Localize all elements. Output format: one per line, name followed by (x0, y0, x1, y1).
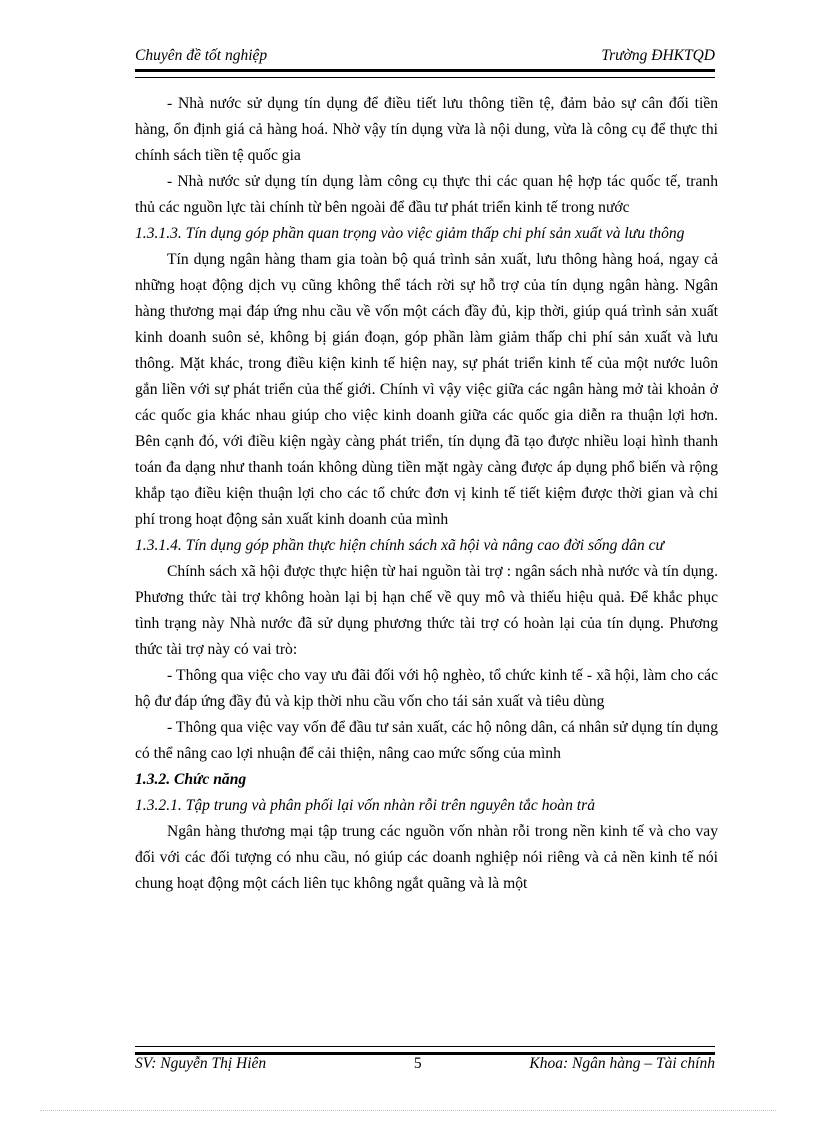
section-heading: 1.3.2.1. Tập trung và phân phối lại vốn nhàn rỗi trên nguyên tắc hoàn trả (135, 797, 595, 814)
page-body (135, 91, 718, 897)
header-document-title: Chuyên đề tốt nghiệp (135, 47, 268, 64)
paragraph: Chính sách xã hội được thực hiện từ hai nguồn tài trợ : ngân sách nhà nước và tín dụng. Phương thức tài trợ không hoàn lại bị hạn chế về quy mô và thiếu hiệu quả. Để khắc phục tình trạng này Nhà nước đã sử dụng phương thức tài trợ có hoàn lại của tín dụng. Phương thức tài trợ này có vai trò: (135, 563, 718, 658)
section-heading: 1.3.1.4. Tín dụng góp phần thực hiện chính sách xã hội và nâng cao đời sống dân cư (135, 537, 665, 554)
paragraph: - Nhà nước sử dụng tín dụng làm công cụ thực thi các quan hệ hợp tác quốc tế, tranh thủ các nguồn lực tài chính từ bên ngoài để đầu tư phát triển kinh tế trong nước (135, 173, 718, 216)
header-rule (135, 69, 715, 78)
page-footer (135, 1055, 715, 1073)
paragraph: Ngân hàng thương mại tập trung các nguồn vốn nhàn rỗi trong nền kinh tế và cho vay đối với các đối tượng có nhu cầu, nó giúp các doanh nghiệp nói riêng và cả nền kinh tế nói chung hoạt động một cách liên tục không ngắt quãng và là một (135, 823, 718, 892)
header-school-name: Trường ĐHKTQD (601, 47, 715, 64)
footer-rule (135, 1046, 715, 1055)
paragraph: Tín dụng ngân hàng tham gia toàn bộ quá trình sản xuất, lưu thông hàng hoá, ngay cả những hoạt động dịch vụ cũng không thể tách rời sự hỗ trợ của tín dụng ngân hàng. Ngân hàng thương mại đáp ứng nhu cầu về vốn một cách đầy đủ, kịp thời, giúp quá trình sản xuất kinh doanh suôn sẻ, không bị gián đoạn, góp phần làm giảm thấp chi phí sản xuất và lưu thông. Mặt khác, trong điều kiện kinh tế hiện nay, sự phát triển kinh tế của một nước luôn gắn liền với sự phát triển của thế giới. Chính vì vậy việc giữa các ngân hàng mở tài khoản ở các quốc gia khác nhau giúp cho việc kinh doanh giữa các quốc gia diễn ra thuận lợi hơn. Bên cạnh đó, với điều kiện ngày càng phát triển, tín dụng đã tạo được nhiều loại hình thanh toán đa dạng như thanh toán không dùng tiền mặt ngày càng được áp dụng phổ biến và rộng khắp tạo điều kiện thuận lợi cho các tổ chức đơn vị kinh tế tiết kiệm được thời gian và chi phí trong hoạt động sản xuất kinh doanh của mình (135, 251, 718, 528)
paragraph: - Thông qua việc vay vốn để đầu tư sản xuất, các hộ nông dân, cá nhân sử dụng tín dụng có thể nâng cao lợi nhuận để cải thiện, nâng cao mức sống của mình (135, 719, 719, 762)
footer-student-name: SV: Nguyễn Thị Hiên (135, 1055, 267, 1072)
paragraph: - Thông qua việc cho vay ưu đãi đối với hộ nghèo, tổ chức kinh tế - xã hội, làm cho các hộ đư đáp ứng đầy đủ và kịp thời nhu cầu vốn cho tái sản xuất và tiêu dùng (135, 667, 718, 710)
section-heading: 1.3.1.3. Tín dụng góp phần quan trọng vào việc giảm thấp chi phí sản xuất và lưu thông (135, 225, 685, 242)
page-edge-dotted-line (40, 1110, 776, 1111)
paragraph: - Nhà nước sử dụng tín dụng để điều tiết lưu thông tiền tệ, đảm bảo sự cân đối tiền hàng, ổn định giá cả hàng hoá. Nhờ vậy tín dụng vừa là nội dung, vừa là công cụ để thực thi chính sách tiền tệ quốc gia (135, 95, 718, 164)
page-number: 5 (413, 1055, 422, 1072)
page-header (135, 47, 715, 65)
chapter-heading: 1.3.2. Chức năng (135, 771, 247, 788)
footer-faculty: Khoa: Ngân hàng – Tài chính (529, 1055, 715, 1072)
